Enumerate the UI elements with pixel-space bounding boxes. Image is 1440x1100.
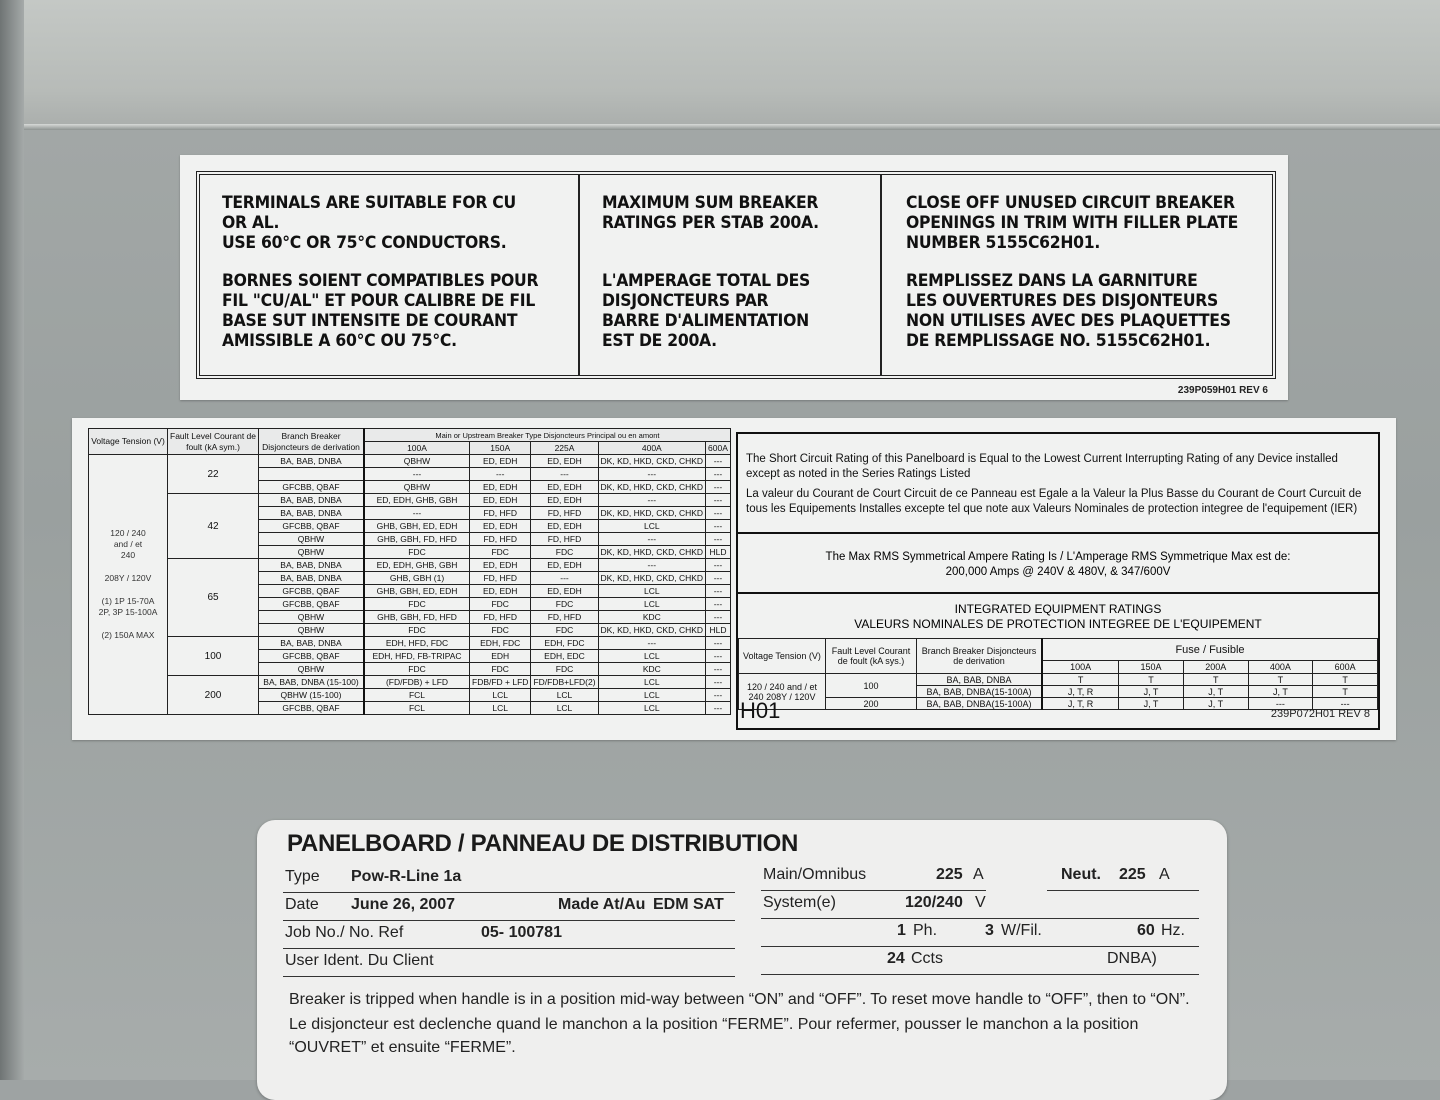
main-breaker-cell: HLD <box>706 546 731 559</box>
ier-cell: J, T, R <box>1042 698 1119 710</box>
ier-cell: J, T <box>1248 686 1313 698</box>
branch-breaker-cell: GFCBB, QBAF <box>259 520 365 533</box>
main-breaker-cell: LCL <box>470 689 531 702</box>
main-breaker-cell: ED, EDH <box>470 585 531 598</box>
main-breaker-cell: FDC <box>364 598 470 611</box>
main-breaker-cell: DK, KD, HKD, CKD, CHKD <box>598 624 706 637</box>
main-breaker-cell: EDH, EDC <box>531 650 598 663</box>
ier-col-branch: Branch Breaker Disjoncteurs de derivation <box>917 639 1043 674</box>
main-breaker-cell: DK, KD, HKD, CKD, CHKD <box>598 481 706 494</box>
branch-breaker-cell: QBHW <box>259 546 365 559</box>
main-breaker-cell: --- <box>706 637 731 650</box>
main-breaker-cell: ED, EDH <box>531 494 598 507</box>
main-breaker-cell: FDC <box>531 546 598 559</box>
main-breaker-cell: --- <box>531 572 598 585</box>
main-breaker-cell: FD, HFD <box>531 507 598 520</box>
main-breaker-cell: FDC <box>364 546 470 559</box>
rms-line-1: The Max RMS Symmetrical Ampere Rating Is / L'Amperage RMS Symmetrique Max est de: <box>825 551 1291 563</box>
system-row <box>761 890 1199 919</box>
main-breaker-cell: FDB/FD + LFD <box>470 676 531 689</box>
branch-breaker-cell: QBHW <box>259 624 365 637</box>
table-row <box>89 676 731 689</box>
ier-branch: BA, BAB, DNBA(15-100A) <box>917 698 1043 710</box>
main-breaker-cell: EDH, FDC <box>470 637 531 650</box>
ier-heading-fr: VALEURS NOMINALES DE PROTECTION INTEGREE DE L'EQUIPEMENT <box>854 617 1262 631</box>
ier-cell: T <box>1183 674 1248 686</box>
ier-fault: 200 <box>826 698 917 710</box>
main-breaker-cell: ED, EDH <box>531 559 598 572</box>
col-fault-level: Fault Level Courant de foult (kA sym.) <box>168 429 259 455</box>
main-breaker-cell: FD, HFD <box>470 533 531 546</box>
voltage-note: 2P, 3P 15-100A <box>98 607 158 617</box>
main-breaker-cell: EDH, HFD, FB-TRIPAC <box>364 650 470 663</box>
main-breaker-cell: FCL <box>364 689 470 702</box>
wire-value: 3 <box>985 922 994 939</box>
ier-cell: J, T <box>1183 698 1248 710</box>
main-breaker-cell: --- <box>364 507 470 520</box>
voltage-note: and / et <box>113 539 143 549</box>
short-circuit-text <box>746 452 1370 522</box>
col-main-breaker: Main or Upstream Breaker Type Disjoncteurs Principal ou en amont <box>364 429 730 442</box>
fault-level-cell: 42 <box>168 494 259 559</box>
rms-line-2: 200,000 Amps @ 240V & 480V, & 347/600V <box>945 566 1171 578</box>
main-breaker-cell: KDC <box>598 611 706 624</box>
main-breaker-cell: GHB, GBH, FD, HFD <box>364 533 470 546</box>
branch-breaker-cell: BA, BAB, DNBA <box>259 637 365 650</box>
main-breaker-cell: FDC <box>470 663 531 676</box>
panelboard-nameplate <box>257 820 1227 1100</box>
branch-breaker-cell: BA, BAB, DNBA <box>259 494 365 507</box>
main-breaker-cell: --- <box>598 559 706 572</box>
main-breaker-cell: FDC <box>531 598 598 611</box>
main-breaker-cell: --- <box>706 585 731 598</box>
branch-breaker-cell: GFCBB, QBAF <box>259 481 365 494</box>
col-voltage: Voltage Tension (V) <box>89 429 168 455</box>
main-breaker-cell: --- <box>706 689 731 702</box>
terminals-label <box>180 155 1288 400</box>
hz-unit: Hz. <box>1161 922 1185 939</box>
voltage-note: 120 / 240 <box>110 528 146 538</box>
made-label: Made At/Au <box>558 896 646 913</box>
series-ratings-label <box>72 418 1396 740</box>
main-breaker-cell: --- <box>706 663 731 676</box>
main-breaker-cell: --- <box>706 702 731 715</box>
main-breaker-cell: FDC <box>531 624 598 637</box>
main-breaker-cell: ED, EDH <box>470 455 531 468</box>
voltage-note: (2) 150A MAX <box>101 630 155 640</box>
main-breaker-cell: FD, HFD <box>470 507 531 520</box>
main-breaker-cell: --- <box>706 494 731 507</box>
ier-branch: BA, BAB, DNBA(15-100A) <box>917 686 1043 698</box>
main-breaker-cell: ED, EDH <box>531 455 598 468</box>
fault-level-cell: 65 <box>168 559 259 637</box>
main-breaker-cell: --- <box>706 559 731 572</box>
type-value: Pow-R-Line 1a <box>351 868 462 885</box>
ccts-unit: Ccts <box>911 950 943 967</box>
ier-cell: J, T, R <box>1042 686 1119 698</box>
main-breaker-cell: --- <box>706 676 731 689</box>
main-breaker-cell: EDH, HFD, FDC <box>364 637 470 650</box>
ier-heading-en: INTEGRATED EQUIPMENT RATINGS <box>954 602 1162 616</box>
main-breaker-cell: --- <box>706 481 731 494</box>
main-breaker-cell: KDC <box>598 663 706 676</box>
job-value: 05- 100781 <box>481 924 562 941</box>
filler-plate-text-fr: REMPLISSEZ DANS LA GARNITURE LES OUVERTURES DES DISJONTEURS NON UTILISES AVEC DES PLAQUETTES DE REMPLISSAGE NO. 5155C62H01. <box>906 271 1231 351</box>
neut-unit: A <box>1159 866 1170 883</box>
main-breaker-cell: --- <box>706 507 731 520</box>
phase-row <box>761 918 1199 947</box>
fault-level-cell: 200 <box>168 676 259 715</box>
system-value: 120/240 <box>905 894 963 911</box>
type-row <box>283 864 735 893</box>
main-breaker-cell: --- <box>364 468 470 481</box>
ier-branch: BA, BAB, DNBA <box>917 674 1043 686</box>
ier-row <box>739 674 1378 686</box>
main-breaker-cell: FD, HFD <box>470 572 531 585</box>
branch-breaker-cell: BA, BAB, DNBA <box>259 507 365 520</box>
voltage-cell <box>89 455 168 715</box>
phase-value: 1 <box>897 922 906 939</box>
main-row <box>761 862 986 891</box>
main-breaker-cell: LCL <box>598 520 706 533</box>
main-breaker-cell: --- <box>706 468 731 481</box>
main-breaker-cell: GHB, GBH, ED, EDH <box>364 585 470 598</box>
neut-value: 225 <box>1119 866 1146 883</box>
ier-amp-1: 150A <box>1119 661 1184 674</box>
main-breaker-cell: LCL <box>598 585 706 598</box>
ier-cell: T <box>1119 674 1184 686</box>
nameplate-title: PANELBOARD / PANNEAU DE DISTRIBUTION <box>287 830 798 857</box>
branch-breaker-cell <box>259 468 365 481</box>
col-amp-4: 600A <box>706 442 731 455</box>
main-breaker-cell: ED, EDH <box>470 520 531 533</box>
main-breaker-cell: --- <box>470 468 531 481</box>
trip-instructions <box>289 988 1199 1061</box>
main-label: Main/Omnibus <box>763 866 867 883</box>
main-breaker-cell: FDC <box>470 598 531 611</box>
filler-plate-text-en: CLOSE OFF UNUSED CIRCUIT BREAKER OPENINGS IN TRIM WITH FILLER PLATE NUMBER 5155C62H01. <box>906 193 1239 253</box>
terminals-column <box>200 175 580 375</box>
ier-amp-2: 200A <box>1183 661 1248 674</box>
main-breaker-cell: ED, EDH <box>531 520 598 533</box>
neut-row <box>1047 862 1199 891</box>
main-breaker-cell: DK, KD, HKD, CKD, CHKD <box>598 546 706 559</box>
main-breaker-cell: EDH, FDC <box>531 637 598 650</box>
date-value: June 26, 2007 <box>351 896 456 913</box>
branch-breaker-cell: QBHW <box>259 611 365 624</box>
main-breaker-cell: FDC <box>364 663 470 676</box>
type-label: Type <box>285 868 320 885</box>
main-breaker-cell: FCL <box>364 702 470 715</box>
breaker-type: DNBA) <box>1107 950 1157 967</box>
main-breaker-cell: FDC <box>470 546 531 559</box>
voltage-note: 208Y / 120V <box>104 573 152 583</box>
ier-cell: --- <box>1248 698 1313 710</box>
col-branch-breaker: Branch Breaker Disjoncteurs de derivation <box>259 429 365 455</box>
phase-unit: Ph. <box>913 922 938 939</box>
ccts-value: 24 <box>887 950 905 967</box>
branch-breaker-cell: QBHW (15-100) <box>259 689 365 702</box>
main-breaker-cell: LCL <box>598 702 706 715</box>
wire-unit: W/Fil. <box>1001 922 1042 939</box>
main-breaker-cell: GHB, GBH (1) <box>364 572 470 585</box>
ier-amp-0: 100A <box>1042 661 1119 674</box>
ier-table <box>738 638 1378 710</box>
hz-value: 60 <box>1137 922 1155 939</box>
branch-breaker-cell: QBHW <box>259 663 365 676</box>
branch-breaker-cell: BA, BAB, DNBA <box>259 455 365 468</box>
main-breaker-cell: FD, HFD <box>531 533 598 546</box>
terminals-label-part-no: 239P059H01 REV 6 <box>1177 385 1268 396</box>
main-breaker-cell: FD, HFD <box>531 611 598 624</box>
ier-col-voltage: Voltage Tension (V) <box>739 639 826 674</box>
ier-col-fuse: Fuse / Fusible <box>1042 639 1378 661</box>
system-unit: V <box>975 894 986 911</box>
max-sum-text-fr: L'AMPERAGE TOTAL DES DISJONCTEURS PAR BARRE D'ALIMENTATION EST DE 200A. <box>602 271 811 351</box>
fault-level-cell: 100 <box>168 637 259 676</box>
short-circuit-fr: La valeur du Courant de Court Circuit de ce Panneau est Egale a la Valeur la Plus Basse du Courant de Court Curcuit de tous les Equipements Installes excepte tel que note aux Valeurs Nominales de protection integree de l'equipement (IER) <box>746 488 1362 515</box>
main-breaker-cell: LCL <box>598 650 706 663</box>
ier-cell: J, T <box>1183 686 1248 698</box>
main-breaker-cell: ED, EDH <box>531 481 598 494</box>
main-breaker-cell: FDC <box>364 624 470 637</box>
neut-label: Neut. <box>1061 866 1101 883</box>
main-unit: A <box>973 866 984 883</box>
main-breaker-cell: --- <box>706 650 731 663</box>
main-breaker-cell: ED, EDH, GHB, GBH <box>364 559 470 572</box>
main-breaker-cell: ED, EDH <box>531 585 598 598</box>
job-row <box>283 920 735 949</box>
branch-breaker-cell: BA, BAB, DNBA (15-100) <box>259 676 365 689</box>
panel-left-edge <box>0 0 24 1080</box>
main-breaker-cell: FDC <box>470 624 531 637</box>
main-breaker-cell: EDH <box>470 650 531 663</box>
filler-plate-column <box>882 175 1272 375</box>
fault-level-cell: 22 <box>168 455 259 494</box>
branch-breaker-cell: QBHW <box>259 533 365 546</box>
made-value: EDM SAT <box>653 896 724 913</box>
col-amp-3: 400A <box>598 442 706 455</box>
trip-instructions-fr: Le disjoncteur est declenche quand le manchon a la position “FERME”. Pour refermer, pousser le manchon a la position “OUVRET” et ensuite “FERME”. <box>289 1016 1139 1056</box>
table-row <box>89 637 731 650</box>
main-breaker-cell: FD, HFD <box>470 611 531 624</box>
main-breaker-cell: DK, KD, HKD, CKD, CHKD <box>598 572 706 585</box>
ier-heading <box>738 592 1378 638</box>
short-circuit-en: The Short Circuit Rating of this Panelboard is Equal to the Lowest Current Interrupting Rating of any Device installed except as noted in the Series Ratings Listed <box>746 453 1338 480</box>
main-breaker-cell: --- <box>598 637 706 650</box>
branch-breaker-cell: GFCBB, QBAF <box>259 585 365 598</box>
short-circuit-info <box>736 432 1380 730</box>
main-breaker-cell: --- <box>598 494 706 507</box>
user-row <box>283 948 735 977</box>
ier-cell: --- <box>1313 698 1378 710</box>
main-breaker-cell: QBHW <box>364 455 470 468</box>
max-sum-column <box>580 175 882 375</box>
max-sum-text-en: MAXIMUM SUM BREAKER RATINGS PER STAB 200A. <box>602 193 819 233</box>
trip-instructions-en: Breaker is tripped when handle is in a position mid-way between “ON” and “OFF”. To reset move handle to “OFF”, then to “ON”. <box>289 991 1190 1008</box>
main-breaker-cell: ED, EDH <box>470 559 531 572</box>
table-row <box>89 559 731 572</box>
main-breaker-cell: ED, EDH <box>470 494 531 507</box>
main-breaker-cell: --- <box>706 598 731 611</box>
ier-amp-4: 600A <box>1313 661 1378 674</box>
main-breaker-cell: LCL <box>598 598 706 611</box>
ier-cell: T <box>1042 674 1119 686</box>
main-breaker-cell: --- <box>531 468 598 481</box>
main-breaker-cell: GHB, GBH, FD, HFD <box>364 611 470 624</box>
ier-cell: T <box>1313 686 1378 698</box>
rms-rating <box>738 532 1378 588</box>
main-breaker-cell: LCL <box>598 689 706 702</box>
main-breaker-cell: GHB, GBH, ED, EDH <box>364 520 470 533</box>
panel-top-edge <box>0 0 1440 130</box>
ier-cell: T <box>1248 674 1313 686</box>
main-breaker-cell: DK, KD, HKD, CKD, CHKD <box>598 507 706 520</box>
main-breaker-cell: LCL <box>470 702 531 715</box>
main-value: 225 <box>936 866 963 883</box>
main-breaker-cell: --- <box>598 468 706 481</box>
main-breaker-cell: --- <box>706 572 731 585</box>
branch-breaker-cell: BA, BAB, DNBA <box>259 572 365 585</box>
voltage-note: (1) 1P 15-70A <box>101 596 155 606</box>
voltage-note: 240 <box>120 550 136 560</box>
terminals-label-frame <box>196 171 1276 379</box>
ier-voltage: 120 / 240 and / et 240 208Y / 120V <box>739 674 826 710</box>
main-breaker-cell: LCL <box>531 702 598 715</box>
main-breaker-cell: HLD <box>706 624 731 637</box>
system-label: System(e) <box>763 894 836 911</box>
main-breaker-cell: DK, KD, HKD, CKD, CHKD <box>598 455 706 468</box>
ccts-row <box>761 946 1199 975</box>
main-breaker-cell: LCL <box>598 676 706 689</box>
main-breaker-cell: --- <box>706 533 731 546</box>
main-breaker-cell: LCL <box>531 689 598 702</box>
ier-cell: T <box>1313 674 1378 686</box>
user-label: User Ident. Du Client <box>285 952 434 969</box>
branch-breaker-cell: BA, BAB, DNBA <box>259 559 365 572</box>
col-amp-0: 100A <box>364 442 470 455</box>
main-breaker-cell: (FD/FDB) + LFD <box>364 676 470 689</box>
main-breaker-cell: --- <box>598 533 706 546</box>
table-row <box>89 455 731 468</box>
date-row <box>283 892 735 921</box>
col-amp-2: 225A <box>531 442 598 455</box>
ier-amp-3: 400A <box>1248 661 1313 674</box>
main-breaker-cell: QBHW <box>364 481 470 494</box>
branch-breaker-cell: GFCBB, QBAF <box>259 650 365 663</box>
terminals-text-fr: BORNES SOIENT COMPATIBLES POUR FIL "CU/AL" ET POUR CALIBRE DE FIL BASE SUT INTENSITE DE COURANT AMISSIBLE A 60°C OU 75°C. <box>222 271 539 351</box>
series-ratings-table <box>88 428 731 715</box>
ier-cell: J, T <box>1119 698 1184 710</box>
main-breaker-cell: --- <box>706 611 731 624</box>
col-amp-1: 150A <box>470 442 531 455</box>
branch-breaker-cell: GFCBB, QBAF <box>259 598 365 611</box>
main-breaker-cell: FD/FDB+LFD(2) <box>531 676 598 689</box>
date-label: Date <box>285 896 319 913</box>
job-label: Job No./ No. Ref <box>285 924 404 941</box>
main-breaker-cell: ED, EDH <box>470 481 531 494</box>
branch-breaker-cell: GFCBB, QBAF <box>259 702 365 715</box>
ier-cell: J, T <box>1119 686 1184 698</box>
ier-col-fault: Fault Level Courant de foult (kA sys.) <box>826 639 917 674</box>
main-breaker-cell: ED, EDH, GHB, GBH <box>364 494 470 507</box>
ier-fault: 100 <box>826 674 917 698</box>
ratings-label-part-no: 239P072H01 REV 8 <box>1270 708 1370 720</box>
main-breaker-cell: --- <box>706 455 731 468</box>
terminals-text-en: TERMINALS ARE SUITABLE FOR CU OR AL. USE 60°C OR 75°C CONDUCTORS. <box>222 193 516 253</box>
main-breaker-cell: FDC <box>531 663 598 676</box>
main-breaker-cell: --- <box>706 520 731 533</box>
table-row <box>89 494 731 507</box>
hcode: H01 <box>740 698 781 723</box>
